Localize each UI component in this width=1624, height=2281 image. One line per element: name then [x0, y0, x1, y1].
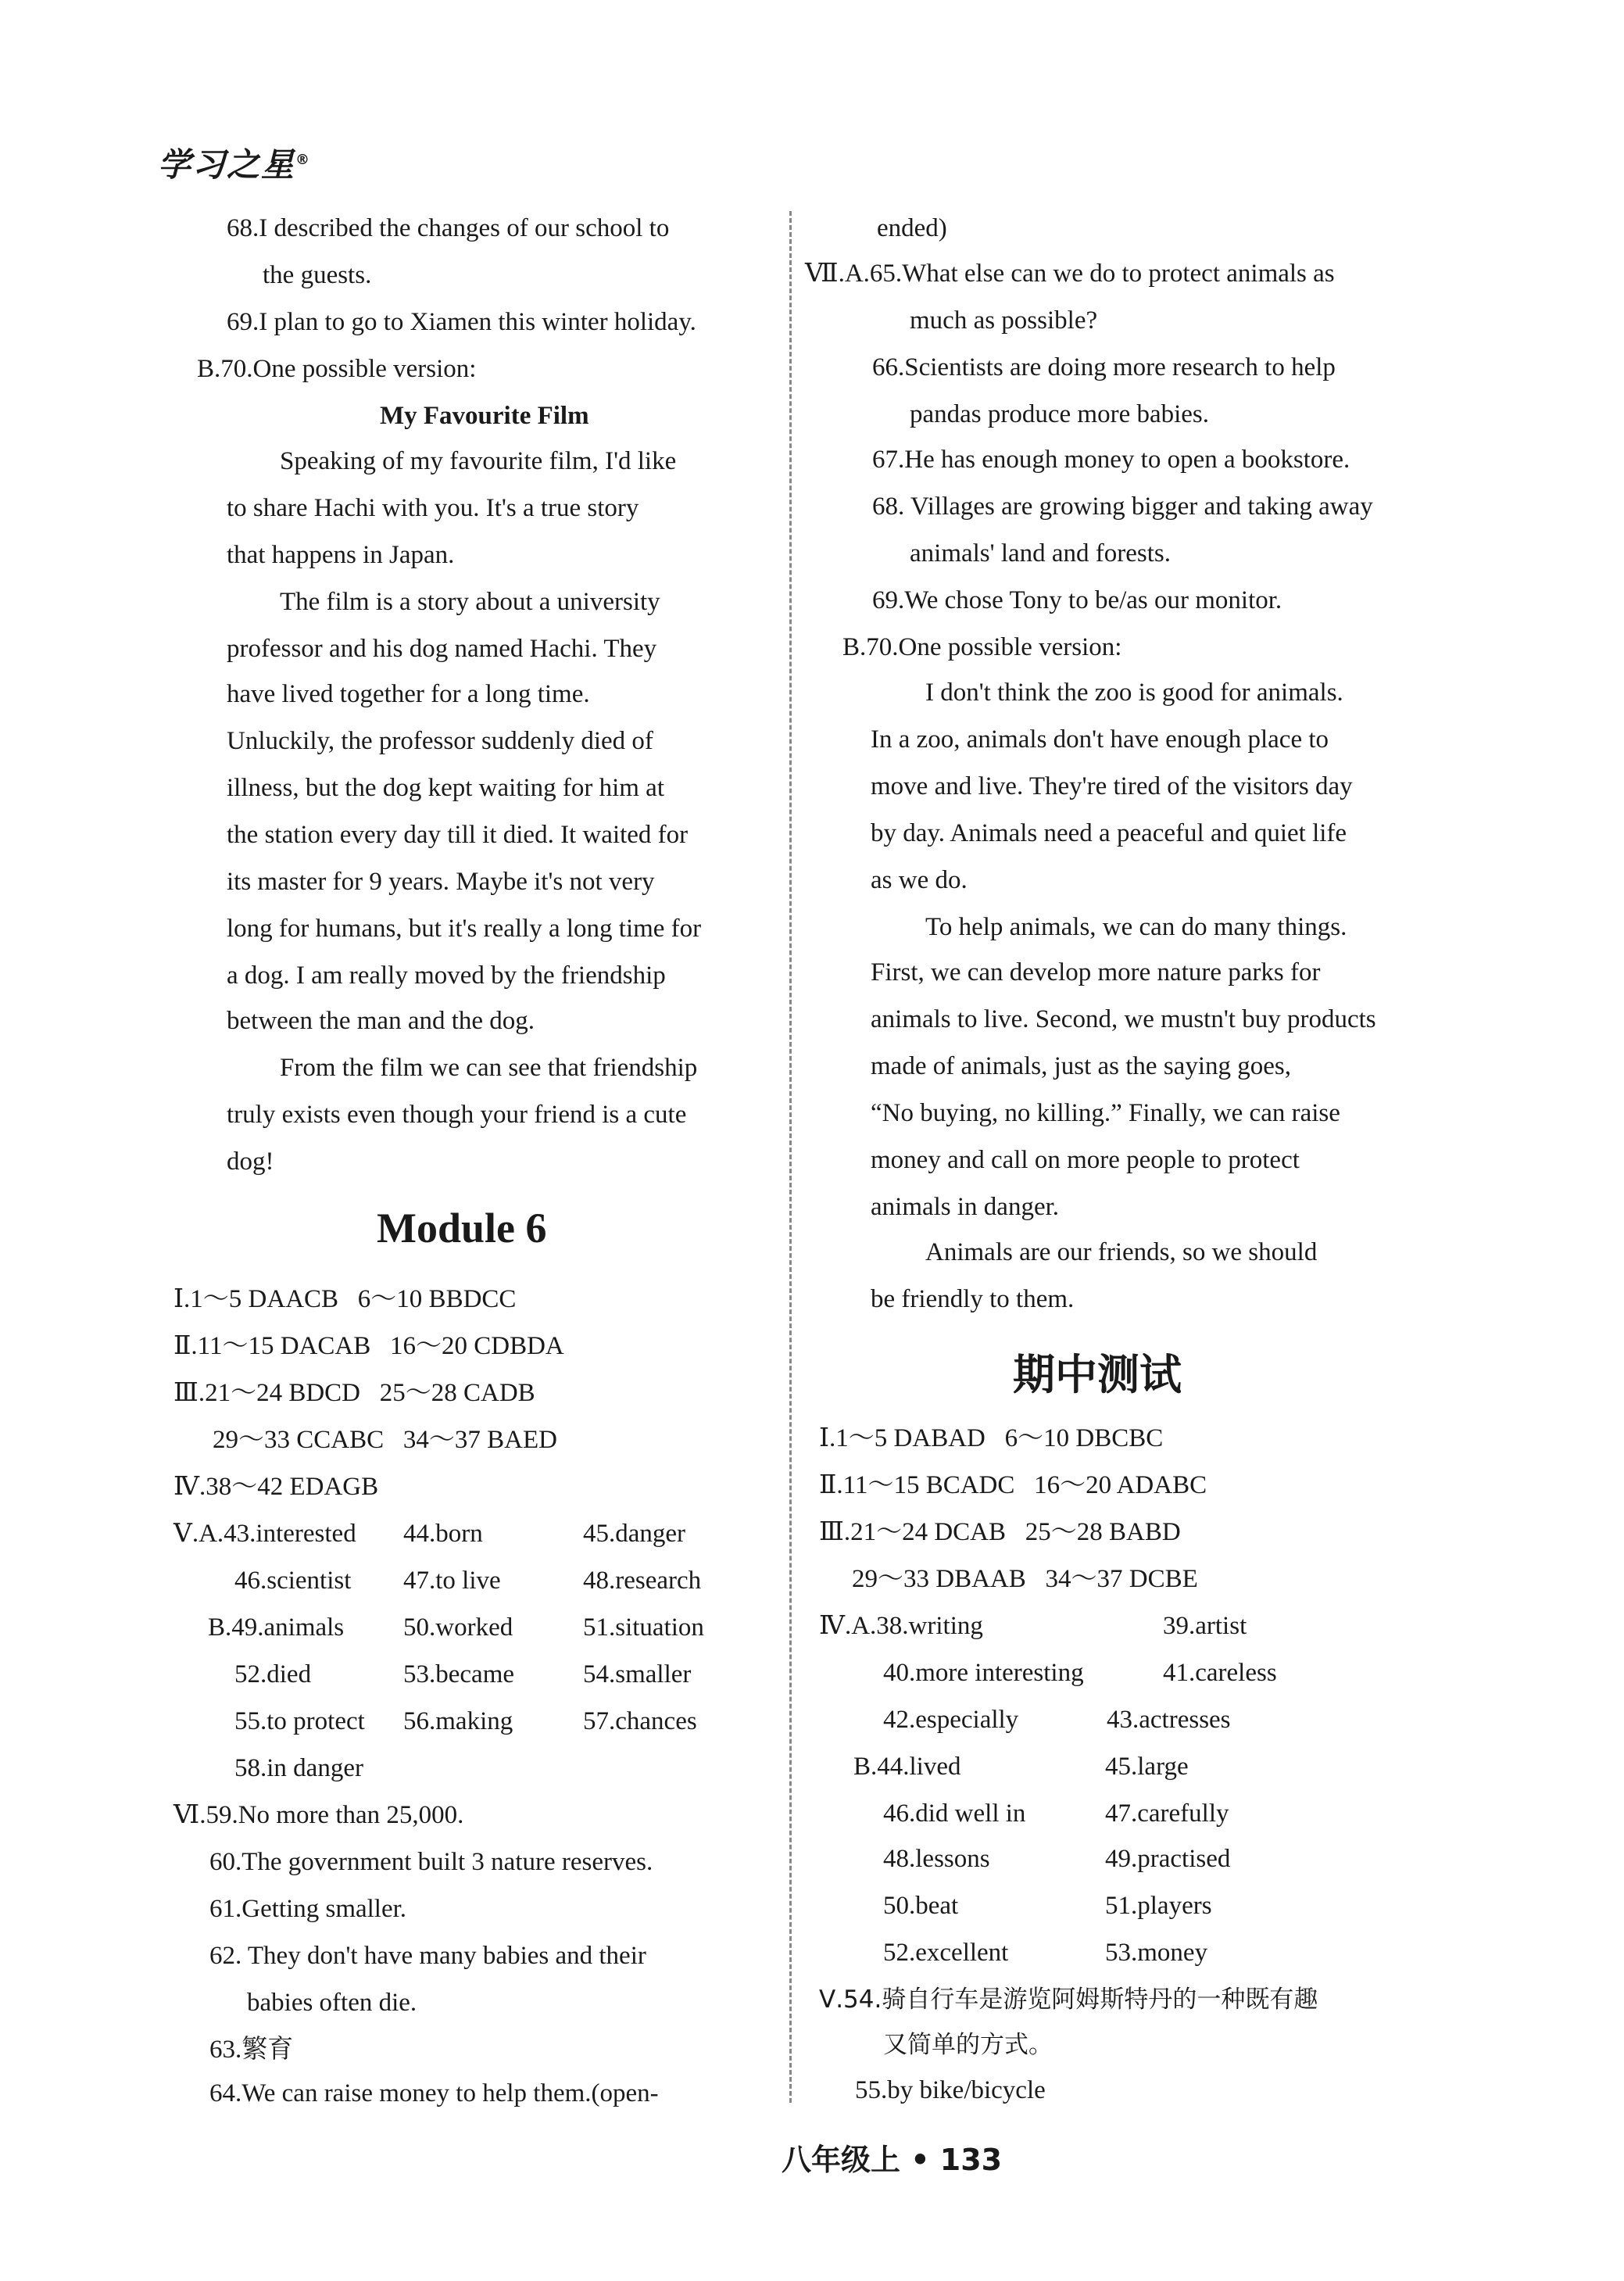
- answer-row: Ⅰ.1～5 DABAD 6～10 DBCBC: [819, 1424, 1164, 1452]
- essay-line: money and call on more people to protect: [871, 1146, 1300, 1174]
- essay-line: a dog. I am really moved by the friendship: [227, 961, 666, 990]
- answer-row: B.70.One possible version:: [842, 633, 1122, 661]
- essay-line: illness, but the dog kept waiting for him at: [227, 774, 665, 802]
- answer-row: 67.He has enough money to open a bookstore.: [872, 446, 1350, 474]
- answer-cell: 44.born: [403, 1520, 483, 1548]
- answer-cell: 47.to live: [403, 1567, 501, 1595]
- essay-line: First, we can develop more nature parks for: [871, 958, 1321, 987]
- essay-line: the station every day till it died. It waited for: [227, 821, 689, 849]
- answer-cell: 43.actresses: [1107, 1706, 1231, 1734]
- answer-row: Ⅱ.11～15 BCADC 16～20 ADABC: [819, 1471, 1207, 1499]
- answer-cell: 45.large: [1105, 1753, 1189, 1781]
- essay-line: move and live. They're tired of the visitors day: [871, 772, 1353, 800]
- essay-line: by day. Animals need a peaceful and quiet life: [871, 819, 1347, 847]
- answer-row: 62. They don't have many babies and their: [209, 1942, 646, 1970]
- essay-line: From the film we can see that friendship: [280, 1054, 698, 1082]
- answer-row: Ⅲ.21～24 BDCD 25～28 CADB: [173, 1379, 535, 1407]
- essay-line: “No buying, no killing.” Finally, we can raise: [871, 1099, 1340, 1127]
- answer-row: 60.The government built 3 nature reserves.: [209, 1848, 653, 1876]
- essay-line: The film is a story about a university: [280, 588, 660, 616]
- answer-cell: 50.beat: [883, 1892, 959, 1920]
- essay-line: be friendly to them.: [871, 1285, 1075, 1313]
- essay-title: My Favourite Film: [380, 402, 589, 430]
- answer-cell: 46.scientist: [234, 1567, 352, 1595]
- answer-row: 69.We chose Tony to be/as our monitor.: [872, 586, 1282, 614]
- answer-row: Ⅱ.11～15 DACAB 16～20 CDBDA: [173, 1332, 564, 1360]
- midterm-title: 期中测试: [1013, 1350, 1182, 1399]
- answer-54-cont: 又简单的方式。: [883, 2031, 1053, 2059]
- answer-cell: B.49.animals: [208, 1613, 345, 1642]
- essay-line: to share Hachi with you. It's a true story: [227, 494, 639, 522]
- answer-cell: 58.in danger: [234, 1754, 363, 1782]
- answer-row: Ⅵ.59.No more than 25,000.: [173, 1801, 464, 1829]
- answer-68: 68.I described the changes of our school to: [227, 214, 670, 242]
- answer-68-cont: the guests.: [263, 261, 372, 289]
- answer-cell: 53.money: [1105, 1939, 1208, 1967]
- answer-row: much as possible?: [910, 306, 1098, 335]
- essay-line: I don't think the zoo is good for animals.: [925, 679, 1343, 707]
- essay-line: animals in danger.: [871, 1193, 1060, 1221]
- essay-line: as we do.: [871, 866, 968, 894]
- answer-row: 64.We can raise money to help them.(open-: [209, 2079, 659, 2107]
- answer-cell: 55.to protect: [234, 1707, 365, 1735]
- essay-line: Unluckily, the professor suddenly died of: [227, 727, 653, 755]
- answer-69: 69.I plan to go to Xiamen this winter holiday.: [227, 308, 696, 336]
- essay-line: animals to live. Second, we mustn't buy products: [871, 1005, 1376, 1033]
- answer-cell: 57.chances: [583, 1707, 697, 1735]
- essay-line: In a zoo, animals don't have enough place to: [871, 725, 1329, 754]
- answer-row: babies often die.: [247, 1989, 417, 2017]
- answer-row: Ⅳ.38～42 EDAGB: [173, 1473, 379, 1501]
- answer-cell: 52.excellent: [883, 1939, 1009, 1967]
- essay-line: Animals are our friends, so we should: [925, 1238, 1318, 1266]
- answer-cell: 40.more interesting: [883, 1659, 1084, 1687]
- answer-cell: 51.situation: [583, 1613, 704, 1642]
- answer-row: pandas produce more babies.: [910, 400, 1210, 428]
- essay-line: truly exists even though your friend is a cute: [227, 1101, 687, 1129]
- answer-cell: Ⅴ.A.43.interested: [173, 1520, 356, 1548]
- essay-line: dog!: [227, 1148, 274, 1176]
- answer-row: 66.Scientists are doing more research to help: [872, 353, 1336, 381]
- answer-cell: 49.practised: [1105, 1845, 1231, 1873]
- answer-cell: 52.died: [234, 1660, 312, 1688]
- answer-cell: 45.danger: [583, 1520, 686, 1548]
- answer-54: Ⅴ.54.骑自行车是游览阿姆斯特丹的一种既有趣: [819, 1986, 1318, 2014]
- essay-line: To help animals, we can do many things.: [925, 913, 1347, 941]
- answer-cell: 50.worked: [403, 1613, 513, 1642]
- answer-row: animals' land and forests.: [910, 539, 1171, 568]
- essay-line: between the man and the dog.: [227, 1007, 535, 1035]
- answer-cell: 46.did well in: [883, 1799, 1026, 1828]
- answer-row: 29～33 DBAAB 34～37 DCBE: [852, 1565, 1198, 1593]
- answer-cell: 54.smaller: [583, 1660, 692, 1688]
- answer-cell: 39.artist: [1163, 1612, 1247, 1640]
- essay-line: that happens in Japan.: [227, 541, 455, 569]
- answer-55: 55.by bike/bicycle: [855, 2076, 1046, 2104]
- answer-row: 29～33 CCABC 34～37 BAED: [213, 1426, 557, 1454]
- module-6-title: Module 6: [377, 1205, 547, 1252]
- answer-cell: 48.research: [583, 1567, 702, 1595]
- answer-cell: B.44.lived: [853, 1753, 961, 1781]
- answer-row: Ⅰ.1～5 DAACB 6～10 BBDCC: [173, 1285, 517, 1313]
- answer-row: 61.Getting smaller.: [209, 1895, 407, 1923]
- column-divider: [789, 211, 792, 2103]
- answer-cell: Ⅳ.A.38.writing: [819, 1612, 983, 1640]
- answer-b70: B.70.One possible version:: [197, 355, 477, 383]
- answer-row: 63.繁育: [209, 2036, 294, 2064]
- answer-row: Ⅶ.A.65.What else can we do to protect animals as: [805, 260, 1335, 288]
- answer-cell: 53.became: [403, 1660, 515, 1688]
- essay-line: made of animals, just as the saying goes,: [871, 1052, 1291, 1080]
- answer-row: Ⅲ.21～24 DCAB 25～28 BABD: [819, 1518, 1181, 1546]
- answer-cell: 51.players: [1105, 1892, 1212, 1920]
- answer-cell: 47.carefully: [1105, 1799, 1229, 1828]
- essay-line: long for humans, but it's really a long time for: [227, 915, 702, 943]
- answer-cell: 42.especially: [883, 1706, 1019, 1734]
- essay-line: professor and his dog named Hachi. They: [227, 635, 657, 663]
- essay-line: its master for 9 years. Maybe it's not very: [227, 868, 655, 896]
- page-footer: 八年级上 • 133: [782, 2143, 1003, 2177]
- answer-row: 68. Villages are growing bigger and taking away: [872, 492, 1373, 521]
- answer-cell: 41.careless: [1163, 1659, 1277, 1687]
- answer-cell: 56.making: [403, 1707, 513, 1735]
- brand-logo: 学习之星®: [158, 145, 312, 184]
- answer-row: ended): [877, 214, 947, 242]
- essay-line: have lived together for a long time.: [227, 680, 590, 708]
- answer-cell: 48.lessons: [883, 1845, 990, 1873]
- essay-line: Speaking of my favourite film, I'd like: [280, 447, 677, 475]
